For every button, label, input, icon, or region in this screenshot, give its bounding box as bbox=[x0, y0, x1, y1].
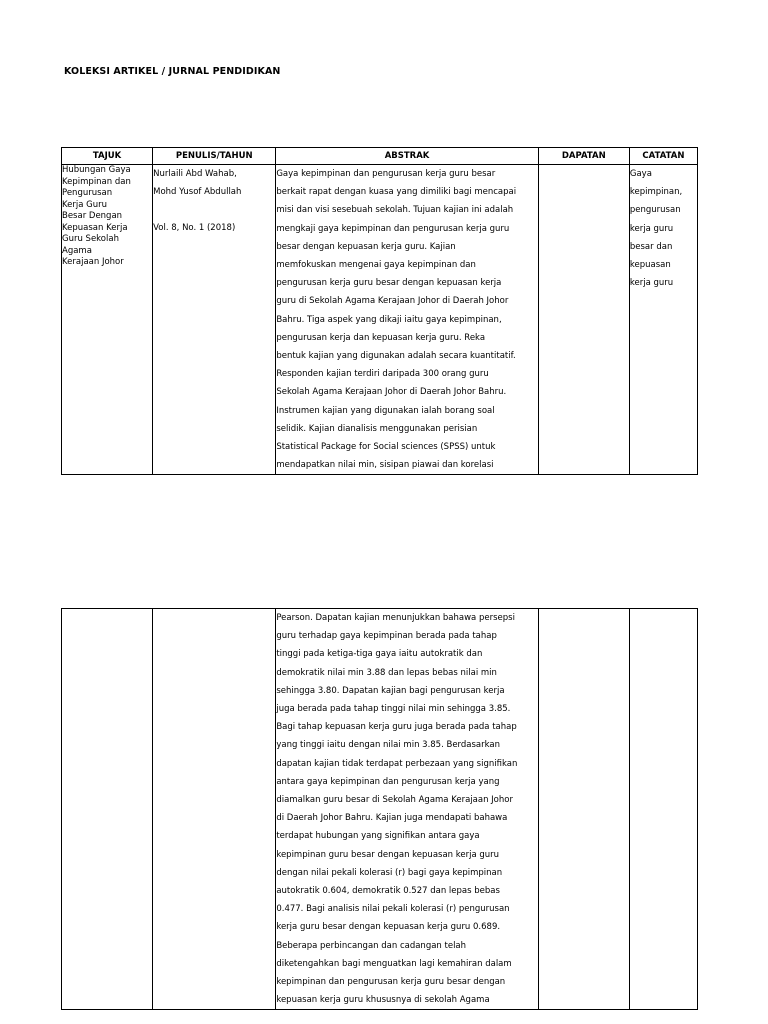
header-penulis: PENULIS/TAHUN bbox=[153, 148, 276, 165]
abstract-line: Beberapa perbincangan dan cadangan telah bbox=[276, 940, 467, 951]
author-line: Mohd Yusof Abdullah bbox=[153, 187, 242, 197]
abstract-line: mendapatkan nilai min, sisipan piawai dan korelasi bbox=[276, 460, 494, 471]
cell-dapatan bbox=[538, 609, 629, 1010]
abstract-line: dengan nilai pekali kolerasi (r) bagi gaya kepimpinan bbox=[276, 867, 503, 878]
abstract-line: bentuk kajian yang digunakan adalah secara kuantitatif. bbox=[276, 351, 516, 362]
abstract-line: Responden kajian terdiri daripada 300 orang guru bbox=[276, 369, 489, 380]
tajuk-line: Kepuasan Kerja bbox=[62, 222, 128, 233]
abstract-line: dapatan kajian tidak terdapat perbezaan yang signifikan bbox=[276, 758, 518, 769]
catatan-line: kerja guru bbox=[629, 278, 674, 289]
abstract-line: kepimpinan dan pengurusan kerja guru besar dengan bbox=[276, 977, 506, 988]
abstract-line: berkait rapat dengan kuasa yang dimiliki bagi mencapai bbox=[276, 187, 517, 198]
tajuk-line: Kerajaan Johor bbox=[62, 257, 124, 267]
abstract-line: antara gaya kepimpinan dan pengurusan kerja yang bbox=[276, 776, 500, 787]
abstract-line: pengurusan kerja dan kepuasan kerja guru. Reka bbox=[276, 332, 486, 343]
abstract-line: Pearson. Dapatan kajian menunjukkan bahawa persepsi bbox=[276, 613, 515, 623]
abstract-line: Instrumen kajian yang digunakan ialah borang soal bbox=[276, 405, 495, 416]
catatan-line: Gaya bbox=[629, 169, 652, 179]
header-abstrak: ABSTRAK bbox=[276, 148, 538, 165]
volume-info: Vol. 8, No. 1 (2018) bbox=[153, 223, 236, 233]
abstract-line: Bahru. Tiga aspek yang dikaji iaitu gaya kepimpinan, bbox=[276, 314, 502, 325]
header-catatan: CATATAN bbox=[629, 148, 697, 165]
catatan-line: kerja guru bbox=[629, 223, 674, 234]
abstract-line: diketengahkan bagi menguatkan lagi kemahiran dalam bbox=[276, 958, 512, 969]
abstract-line: guru terhadap gaya kepimpinan berada pada tahap bbox=[276, 631, 497, 642]
abstract-line: Statistical Package for Social sciences (SPSS) untuk bbox=[276, 442, 496, 453]
abstract-line: Bagi tahap kepuasan kerja guru juga berada pada tahap bbox=[276, 722, 517, 733]
cell-tajuk bbox=[62, 165, 153, 475]
abstract-line: terdapat hubungan yang signifikan antara gaya bbox=[276, 831, 480, 842]
abstract-line: yang tinggi iaitu dengan nilai min 3.85. Berdasarkan bbox=[276, 740, 501, 751]
abstract-line: diamalkan guru besar di Sekolah Agama Kerajaan Johor bbox=[276, 795, 513, 806]
abstract-line: kerja guru besar dengan kepuasan kerja guru 0.689. bbox=[276, 922, 501, 933]
abstract-line: tinggi pada ketiga-tiga gaya iaitu autokratik dan bbox=[276, 649, 483, 660]
header-tajuk: TAJUK bbox=[62, 148, 153, 165]
tajuk-line: Besar Dengan bbox=[62, 211, 123, 221]
abstract-line: kepuasan kerja guru khususnya di sekolah Agama bbox=[276, 995, 490, 1006]
catatan-line: pengurusan bbox=[629, 205, 681, 216]
table-row bbox=[62, 609, 698, 1010]
cell-dapatan bbox=[538, 165, 629, 475]
abstract-line: mengkaji gaya kepimpinan dan pengurusan kerja guru bbox=[276, 223, 510, 234]
abstract-line: pengurusan kerja guru besar dengan kepuasan kerja bbox=[276, 278, 502, 289]
table-header-row bbox=[62, 148, 698, 165]
cell-abstrak bbox=[276, 165, 538, 475]
tajuk-line: Pengurusan bbox=[62, 188, 113, 198]
catatan-line: kepuasan bbox=[629, 260, 671, 271]
tajuk-line: Kerja Guru bbox=[62, 199, 108, 210]
catatan-line: besar dan bbox=[629, 241, 673, 252]
abstract-line: di Daerah Johor Bahru. Kajian juga mendapati bahawa bbox=[276, 813, 508, 824]
cell-tajuk bbox=[62, 609, 153, 1010]
catatan-line: kepimpinan, bbox=[629, 187, 683, 198]
abstract-line: misi dan visi sesebuah sekolah. Tujuan kajian ini adalah bbox=[276, 205, 514, 216]
tajuk-line: Agama bbox=[62, 245, 92, 256]
cell-catatan bbox=[629, 165, 697, 475]
abstract-line: sehingga 3.80. Dapatan kajian bagi pengurusan kerja bbox=[276, 685, 505, 696]
journal-table-page-1 bbox=[61, 147, 698, 475]
abstract-line: Sekolah Agama Kerajaan Johor di Daerah Johor Bahru. bbox=[276, 387, 507, 398]
tajuk-line: Kepimpinan dan bbox=[62, 176, 131, 187]
cell-abstrak bbox=[276, 609, 538, 1010]
abstract-line: Gaya kepimpinan dan pengurusan kerja guru besar bbox=[276, 169, 496, 179]
abstract-line: 0.477. Bagi analisis nilai pekali kolerasi (r) pengurusan bbox=[276, 904, 510, 915]
abstract-line: besar dengan kepuasan kerja guru. Kajian bbox=[276, 241, 456, 252]
abstract-line: demokratik nilai min 3.88 dan lepas bebas nilai min bbox=[276, 667, 497, 678]
cell-penulis bbox=[153, 165, 276, 475]
table-row bbox=[62, 165, 698, 475]
abstract-line: kepimpinan guru besar dengan kepuasan kerja guru bbox=[276, 849, 500, 860]
abstract-line: selidik. Kajian dianalisis menggunakan perisian bbox=[276, 423, 478, 434]
abstract-line: juga berada pada tahap tinggi nilai min sehingga 3.85. bbox=[276, 704, 511, 715]
tajuk-line: Guru Sekolah bbox=[62, 234, 119, 244]
abstract-line: autokratik 0.604, demokratik 0.527 dan lepas bebas bbox=[276, 886, 500, 897]
abstract-line: memfokuskan mengenai gaya kepimpinan dan bbox=[276, 260, 476, 271]
tajuk-line: Hubungan Gaya bbox=[62, 165, 131, 175]
journal-table-page-2 bbox=[61, 608, 698, 1010]
author-line: Nurlaili Abd Wahab, bbox=[153, 169, 237, 179]
document-title: KOLEKSI ARTIKEL / JURNAL PENDIDIKAN bbox=[64, 66, 281, 77]
cell-penulis bbox=[153, 609, 276, 1010]
abstract-line: guru di Sekolah Agama Kerajaan Johor di Daerah Johor bbox=[276, 296, 509, 307]
header-dapatan: DAPATAN bbox=[538, 148, 629, 165]
cell-catatan bbox=[629, 609, 697, 1010]
